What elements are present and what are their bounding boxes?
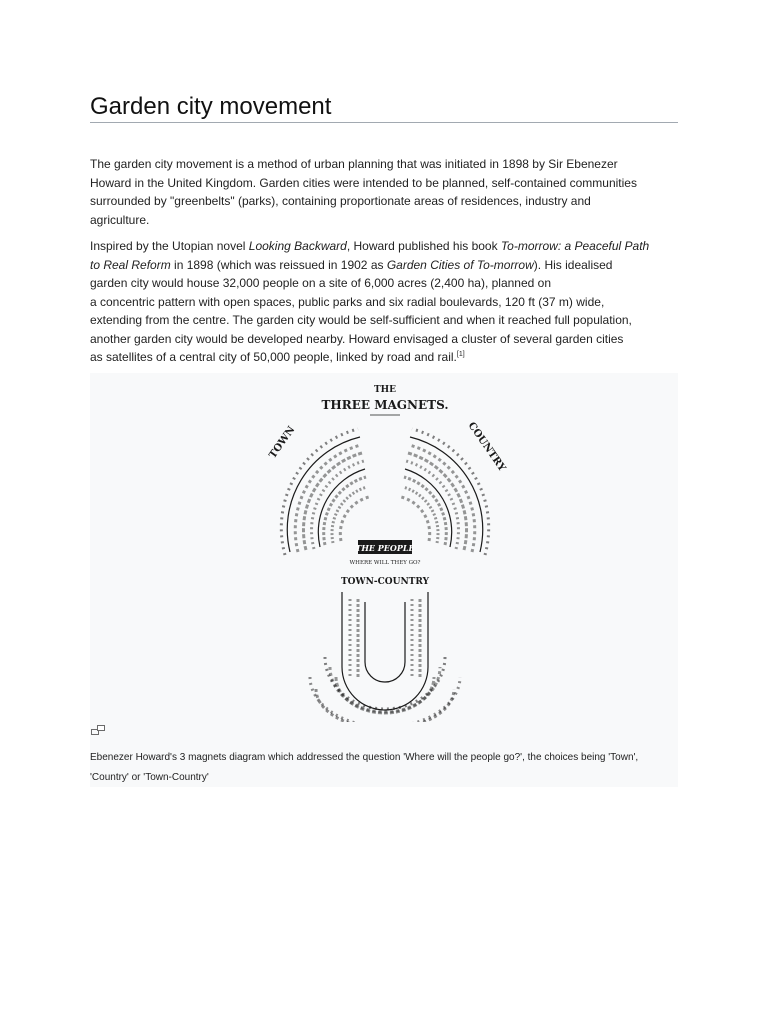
paragraph-line: another garden city would be developed nearby. Howard envisaged a cluster of several garden cities bbox=[90, 331, 624, 346]
paragraph-line: a concentric pattern with open spaces, public parks and six radial boulevards, 120 ft (37 m) wide, bbox=[90, 294, 605, 309]
caption-line: 'Country' or 'Town-Country' bbox=[90, 772, 209, 783]
town-country-outer-arc bbox=[342, 592, 428, 710]
figure-caption bbox=[90, 748, 678, 788]
country-lettering-band bbox=[412, 429, 489, 555]
country-magnet-inner-arc bbox=[405, 469, 452, 547]
town-magnet bbox=[281, 429, 369, 555]
text-run: in 1898 (which was reissued in 1902 as bbox=[170, 257, 387, 272]
town-magnet-inner-arc bbox=[318, 469, 365, 547]
book-title-garden-cities: Garden Cities of To-morrow bbox=[386, 257, 534, 272]
book-title-looking-backward: Looking Backward bbox=[248, 239, 347, 253]
paragraph-line: surrounded by "greenbelts" (parks), containing proportionate areas of residences, industry and bbox=[90, 194, 591, 208]
diagram-label-the: THE bbox=[373, 385, 397, 395]
town-lettering-band bbox=[312, 461, 364, 549]
paragraph-line bbox=[90, 256, 680, 275]
paragraph-line: agriculture. bbox=[90, 212, 150, 227]
history-paragraph bbox=[90, 237, 680, 367]
book-title-to-morrow-cont: to Real Reform bbox=[90, 257, 171, 272]
paragraph-line: garden city would house 32,000 people on a site of 6,000 acres (2,400 ha), planned on bbox=[90, 276, 551, 290]
country-lettering-band bbox=[406, 461, 458, 549]
diagram-label-the-people: THE PEOPLE bbox=[355, 543, 415, 553]
intro-paragraph bbox=[90, 155, 680, 229]
town-lettering-band bbox=[340, 497, 369, 541]
diagram-label-country: COUNTRY bbox=[465, 420, 508, 474]
town-country-lettering-band bbox=[330, 667, 440, 712]
town-country-lettering-band bbox=[316, 689, 454, 722]
text-run: Inspired by the Utopian novel bbox=[90, 239, 249, 253]
diagram-label-town: TOWN bbox=[267, 424, 298, 461]
three-magnets-diagram[interactable] bbox=[230, 377, 540, 722]
page-title: Garden city movement bbox=[90, 92, 678, 123]
magnify-clip-icon[interactable] bbox=[91, 725, 105, 735]
diagram-label-question: WHERE WILL THEY GO? bbox=[349, 560, 421, 566]
diagram-label-town-country: TOWN-COUNTRY bbox=[340, 577, 430, 587]
town-country-inner-arc bbox=[365, 602, 405, 682]
citation-link[interactable]: [1] bbox=[456, 351, 465, 358]
book-title-to-morrow: To-morrow: a Peaceful Path bbox=[500, 239, 650, 253]
figure-thumbnail bbox=[90, 373, 678, 787]
text-run: ). His idealised bbox=[533, 257, 613, 272]
paragraph-line bbox=[90, 237, 680, 256]
caption-line: Ebenezer Howard's 3 magnets diagram which addressed the question 'Where will the people go?', the choices being 'Town', bbox=[90, 752, 639, 763]
text-run: as satellites of a central city of 50,000 people, linked by road and rail. bbox=[90, 350, 457, 364]
country-lettering-band bbox=[401, 497, 430, 541]
country-lettering-band bbox=[404, 477, 446, 545]
town-country-magnet bbox=[310, 592, 460, 722]
paragraph-line: The garden city movement is a method of urban planning that was initiated in 1898 by Sir Ebenezer bbox=[90, 157, 618, 171]
country-magnet bbox=[401, 429, 489, 555]
town-lettering-band bbox=[324, 477, 366, 545]
paragraph-line: extending from the centre. The garden city would be self-sufficient and when it reached full population, bbox=[90, 313, 632, 327]
paragraph-line bbox=[90, 348, 680, 367]
town-country-lettering-band bbox=[325, 657, 445, 709]
town-lettering-band bbox=[281, 429, 358, 555]
text-run: , Howard published his book bbox=[346, 239, 501, 253]
paragraph-line: Howard in the United Kingdom. Garden cities were intended to be planned, self-contained communities bbox=[90, 175, 637, 190]
diagram-heading: THREE MAGNETS. bbox=[321, 398, 449, 412]
